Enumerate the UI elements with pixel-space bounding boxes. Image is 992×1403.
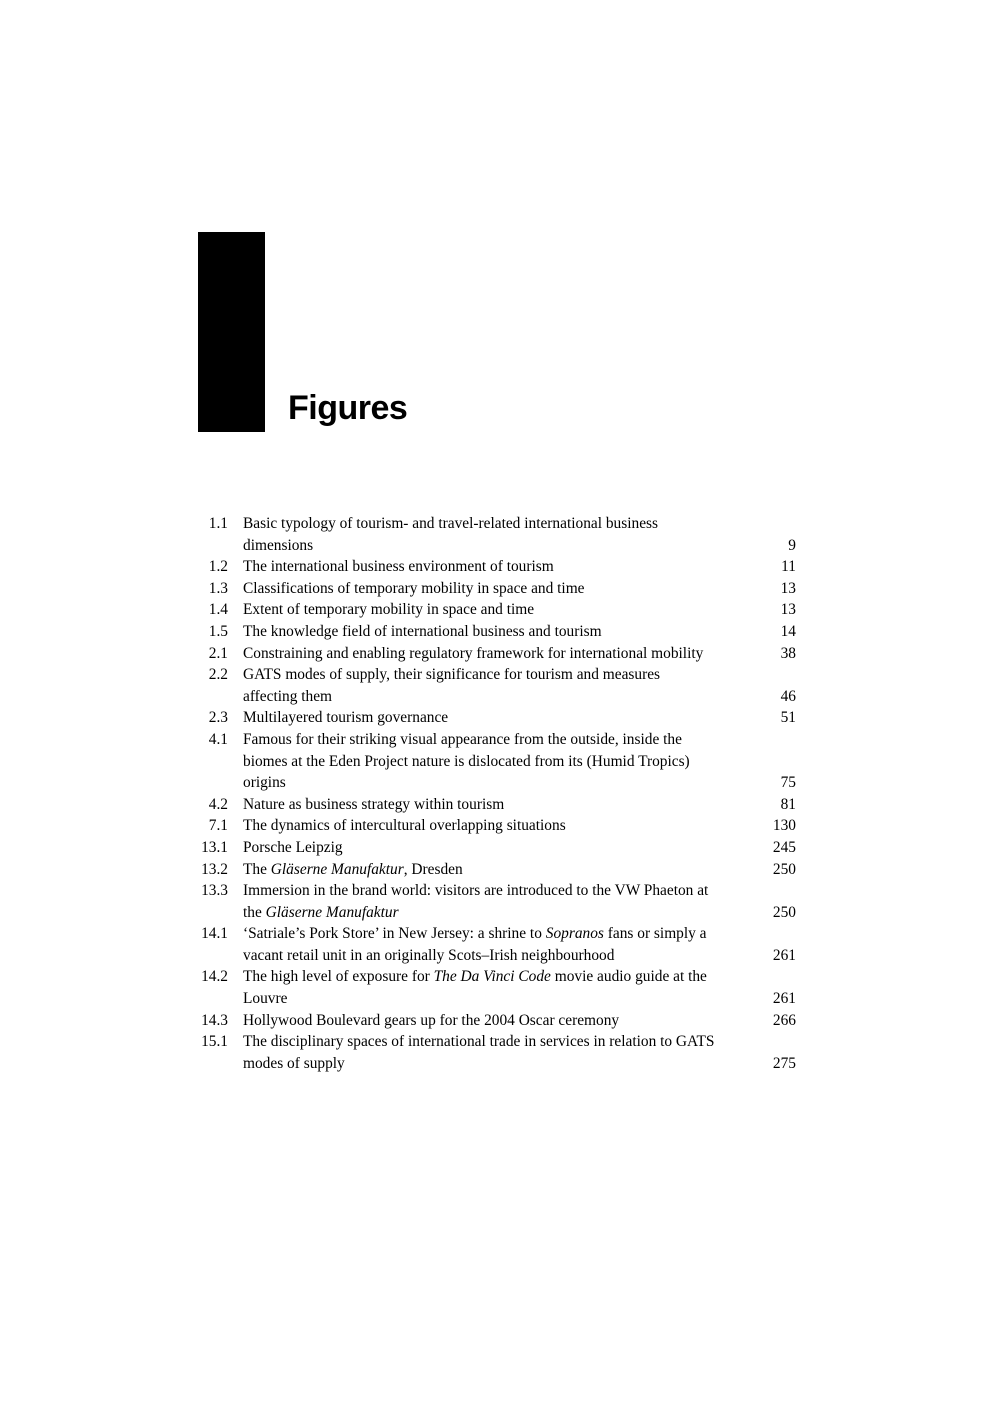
figure-caption: Immersion in the brand world: visitors are introduced to the VW Phaeton at the Gläserne Manufaktur: [243, 882, 709, 921]
page-number: 275: [772, 1054, 796, 1072]
figure-number: 13.1: [201, 838, 228, 856]
list-item: [196, 664, 796, 707]
chapter-marker-block: [198, 232, 265, 432]
figure-number: 14.3: [201, 1011, 228, 1029]
figure-caption: Porsche Leipzig: [243, 838, 343, 856]
list-item: [196, 966, 796, 1009]
list-item: [196, 707, 796, 729]
figure-number: 1.5: [208, 622, 228, 640]
figure-number: 2.1: [208, 644, 228, 662]
page-number: 261: [772, 946, 796, 964]
figure-caption: The disciplinary spaces of international trade in services in relation to GATS modes of supply: [243, 1033, 715, 1072]
page-title: Figures: [288, 389, 408, 427]
list-item: [196, 599, 796, 621]
list-item: [196, 643, 796, 665]
figure-number: 13.2: [201, 860, 228, 878]
page-number: 261: [772, 990, 796, 1008]
list-item: [196, 1031, 796, 1074]
figure-number: 2.2: [208, 666, 228, 684]
figure-number: 1.3: [208, 579, 228, 597]
page-number: 75: [780, 774, 796, 792]
page-number: 250: [772, 903, 796, 921]
page-number: 46: [780, 687, 796, 705]
figure-number: 14.2: [201, 968, 228, 986]
figure-caption: The dynamics of intercultural overlapping situations: [243, 817, 566, 835]
page-number: 14: [780, 622, 796, 640]
figure-caption: ‘Satriale’s Pork Store’ in New Jersey: a shrine to Sopranos fans or simply a vacant retail unit in an originally Scots–Irish neighbourhood: [243, 925, 707, 964]
figure-caption: The high level of exposure for The Da Vinci Code movie audio guide at the Louvre: [243, 968, 707, 1008]
figure-number: 2.3: [208, 709, 228, 727]
list-item: [196, 578, 796, 600]
list-item: [196, 556, 796, 578]
figure-caption: Multilayered tourism governance: [243, 709, 449, 727]
figure-caption: Basic typology of tourism- and travel-related international business dimensions: [243, 515, 659, 554]
figure-caption: The knowledge field of international business and tourism: [243, 622, 602, 640]
figure-number: 13.3: [201, 882, 228, 900]
figure-caption: Constraining and enabling regulatory framework for international mobility: [243, 644, 704, 662]
list-item: [196, 837, 796, 859]
page-number: 13: [780, 601, 796, 619]
page-number: 9: [788, 536, 796, 554]
figure-number: 1.2: [208, 558, 228, 576]
figure-caption: Famous for their striking visual appearance from the outside, inside the biomes at the Eden Project nature is dislocated from its (Humid Tropics) origins: [243, 730, 690, 792]
page-number: 11: [781, 558, 796, 576]
figure-number: 1.1: [208, 515, 228, 532]
list-item: [196, 794, 796, 816]
page-number: 51: [780, 709, 796, 727]
page-number: 245: [772, 838, 796, 856]
figure-caption: Extent of temporary mobility in space and time: [243, 601, 535, 619]
figure-caption: GATS modes of supply, their significance for tourism and measures affecting them: [243, 666, 661, 705]
figure-number: 7.1: [208, 817, 228, 835]
page-number: 81: [780, 795, 796, 813]
list-item: [196, 621, 796, 643]
page-number: 13: [780, 579, 796, 597]
list-of-figures: [196, 513, 796, 1074]
figure-caption: Classifications of temporary mobility in space and time: [243, 579, 585, 597]
figure-caption: The international business environment of tourism: [243, 558, 554, 576]
list-item: [196, 923, 796, 966]
figure-number: 15.1: [201, 1033, 228, 1051]
page-number: 266: [772, 1011, 796, 1029]
list-item: [196, 729, 796, 794]
page-number: 130: [772, 817, 796, 835]
figure-number: 4.1: [208, 730, 228, 748]
page-number: 38: [780, 644, 796, 662]
page-number: 250: [772, 860, 796, 878]
list-item: [196, 1010, 796, 1032]
list-item: [196, 880, 796, 923]
figure-caption: The Gläserne Manufaktur, Dresden: [243, 860, 463, 878]
list-item: [196, 859, 796, 881]
figure-caption: Hollywood Boulevard gears up for the 2004 Oscar ceremony: [243, 1011, 620, 1029]
figure-number: 4.2: [208, 795, 228, 813]
figure-number: 1.4: [208, 601, 228, 619]
figure-caption: Nature as business strategy within tourism: [243, 795, 505, 813]
figure-number: 14.1: [201, 925, 228, 943]
list-item: [196, 815, 796, 837]
list-item: [196, 513, 796, 556]
